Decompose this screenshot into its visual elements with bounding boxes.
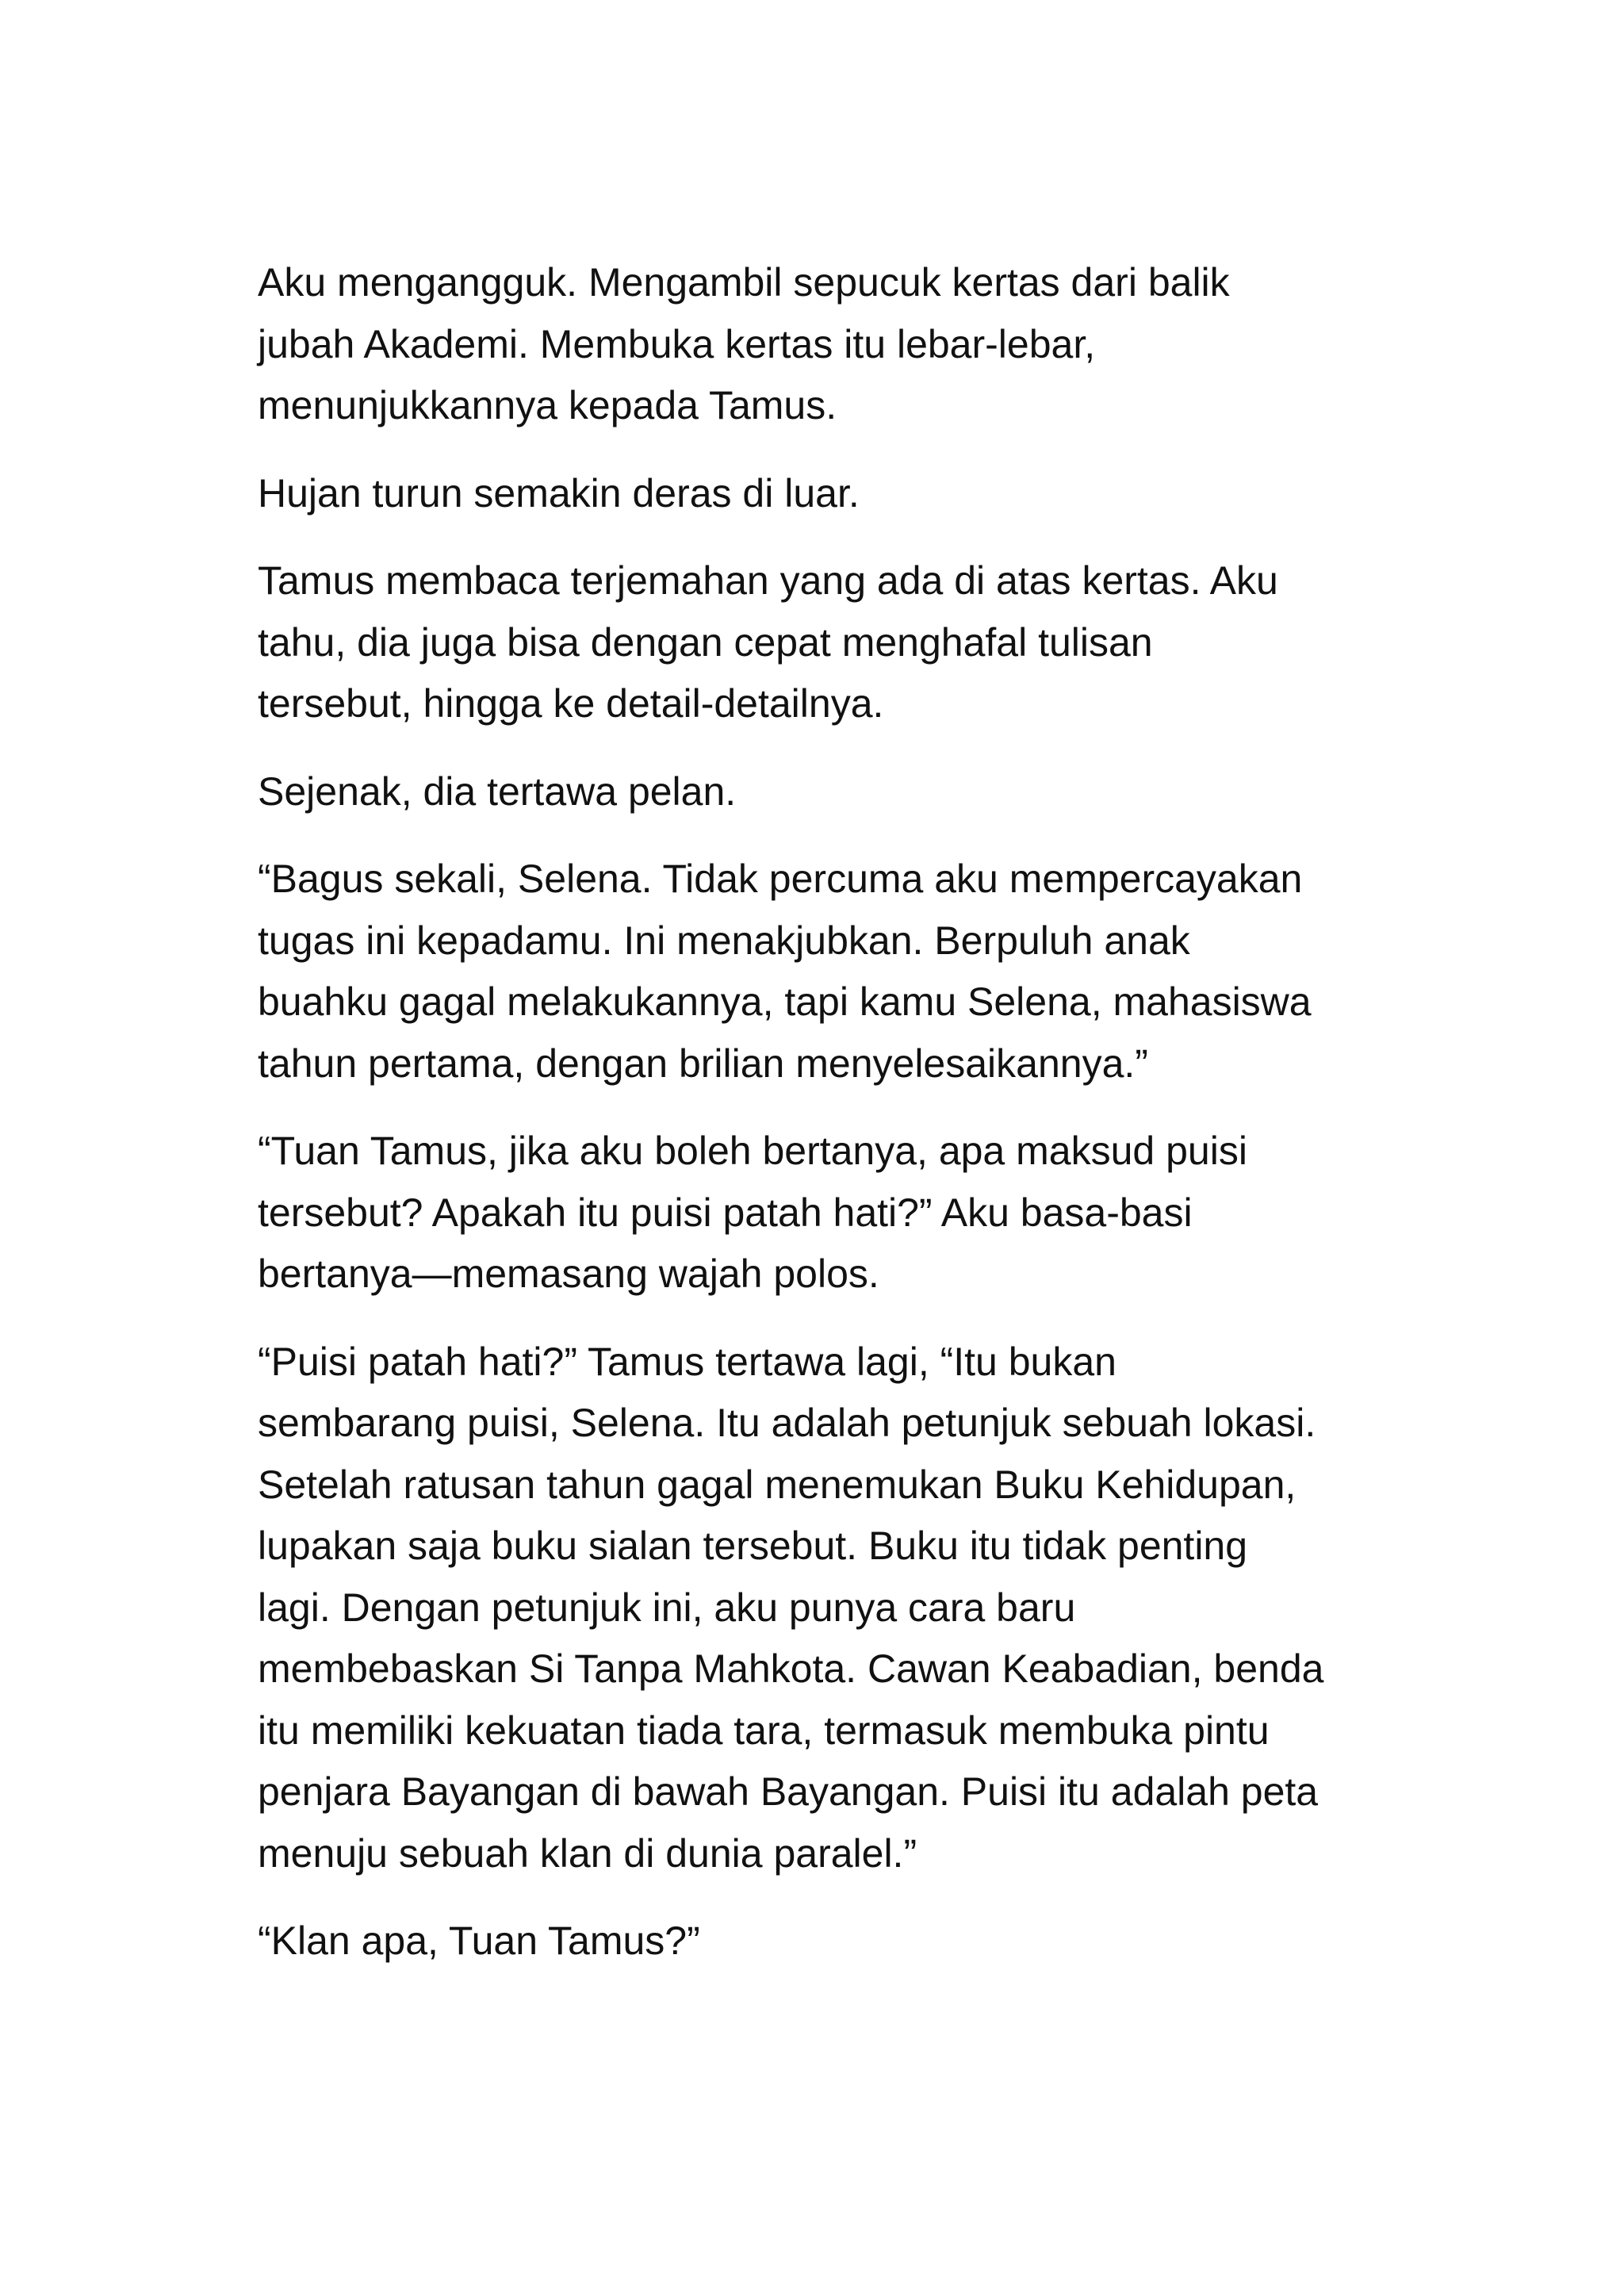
paragraph-2 — [258, 463, 1400, 525]
paragraph-6 — [258, 1121, 1400, 1305]
paragraph-7 — [258, 1332, 1400, 1885]
text-line: tahu, dia juga bisa dengan cepat menghafal tulisan — [258, 619, 1153, 665]
prose-body — [258, 252, 1400, 1999]
paragraph-5 — [258, 849, 1400, 1094]
text-line: Aku mengangguk. Mengambil sepucuk kertas dari balik — [258, 260, 1230, 305]
text-line: itu memiliki kekuatan tiada tara, termasuk membuka pintu — [258, 1708, 1270, 1753]
text-line: tersebut, hingga ke detail-detailnya. — [258, 681, 884, 726]
text-line: penjara Bayangan di bawah Bayangan. Puisi itu adalah peta — [258, 1769, 1319, 1814]
text-line: Hujan turun semakin deras di luar. — [258, 470, 860, 516]
text-line: tugas ini kepadamu. Ini menakjubkan. Berpuluh anak — [258, 918, 1190, 963]
text-line: “Klan apa, Tuan Tamus?” — [258, 1918, 700, 1963]
paragraph-4 — [258, 761, 1400, 823]
text-line: menunjukkannya kepada Tamus. — [258, 383, 837, 427]
paragraph-1 — [258, 252, 1400, 437]
paragraph-3 — [258, 550, 1400, 735]
text-line: membebaskan Si Tanpa Mahkota. Cawan Keabadian, benda — [258, 1646, 1324, 1691]
text-line: “Bagus sekali, Selena. Tidak percuma aku mempercayakan — [258, 857, 1303, 901]
text-line: lupakan saja buku sialan tersebut. Buku itu tidak penting — [258, 1524, 1248, 1568]
text-line: tersebut? Apakah itu puisi patah hati?” Aku basa-basi — [258, 1190, 1193, 1235]
text-line: jubah Akademi. Membuka kertas itu lebar-lebar, — [258, 321, 1096, 366]
text-line: bertanya—memasang wajah polos. — [258, 1251, 879, 1296]
text-line: “Puisi patah hati?” Tamus tertawa lagi, “Itu bukan — [258, 1339, 1116, 1384]
text-line: Tamus membaca terjemahan yang ada di atas kertas. Aku — [258, 558, 1278, 603]
text-line: menuju sebuah klan di dunia paralel.” — [258, 1830, 917, 1876]
paragraph-8 — [258, 1911, 1400, 1972]
text-line: sembarang puisi, Selena. Itu adalah petunjuk sebuah lokasi. — [258, 1401, 1316, 1445]
text-line: Sejenak, dia tertawa pelan. — [258, 769, 737, 814]
text-line: tahun pertama, dengan brilian menyelesaikannya.” — [258, 1041, 1148, 1086]
text-line: “Tuan Tamus, jika aku boleh bertanya, apa maksud puisi — [258, 1129, 1247, 1173]
text-line: Setelah ratusan tahun gagal menemukan Buku Kehidupan, — [258, 1462, 1297, 1507]
text-line: lagi. Dengan petunjuk ini, aku punya cara baru — [258, 1585, 1076, 1630]
text-line: buahku gagal melakukannya, tapi kamu Selena, mahasiswa — [258, 979, 1312, 1024]
